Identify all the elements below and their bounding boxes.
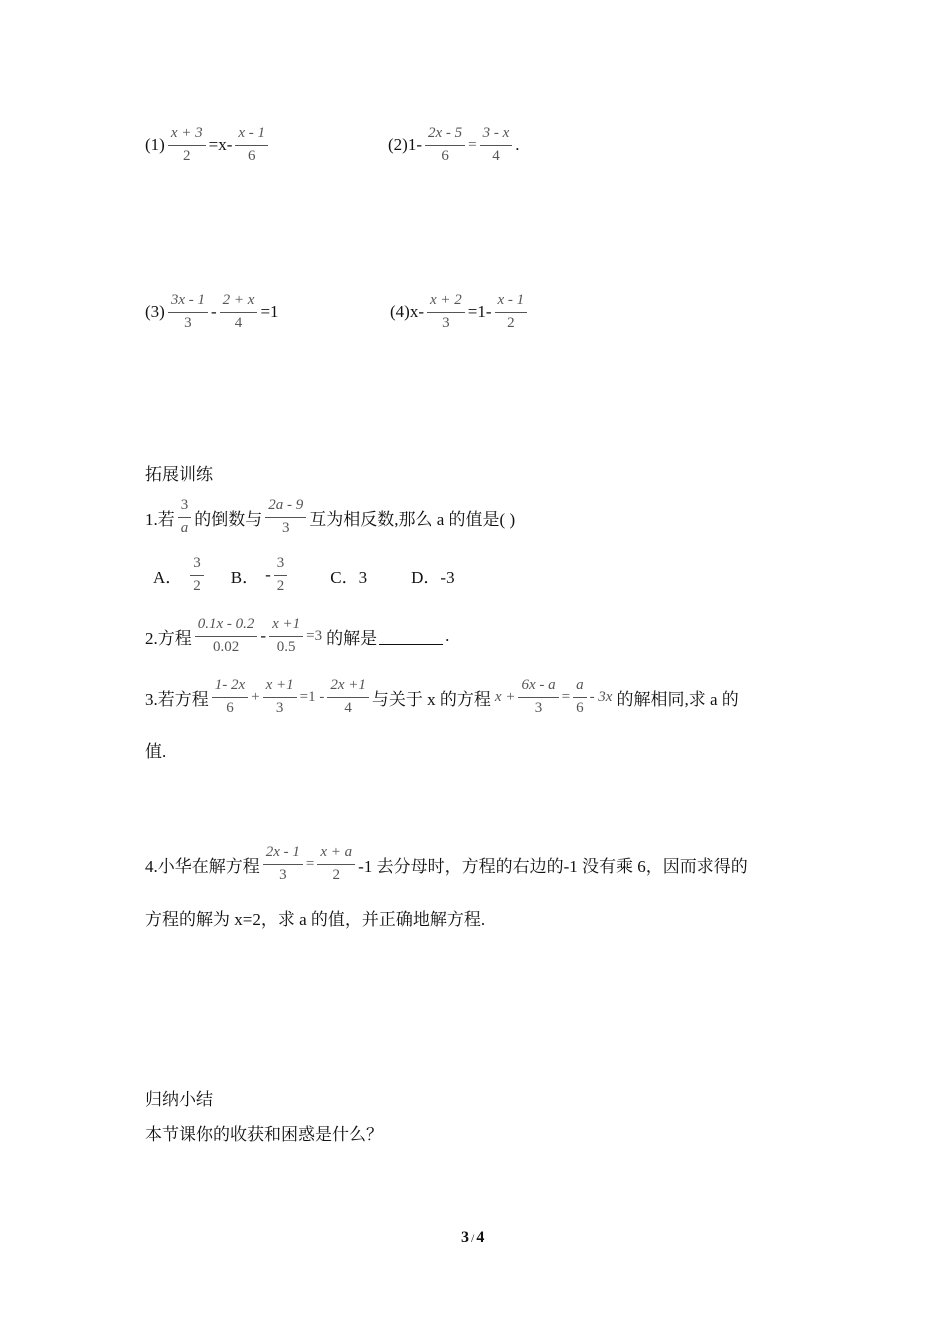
denominator: 6 [576,699,584,716]
numerator: 0.1x - 0.2 [195,617,258,637]
answer-blank[interactable] [379,628,443,645]
numerator: 2x - 1 [263,845,303,865]
problem-3-label: (3) [145,302,165,322]
denominator: 2 [193,577,201,594]
question-1-prefix: 1.若 [145,509,175,529]
numerator: 3 [274,556,288,576]
question-2-equals: =3 [306,627,323,644]
question-3-line-2: 值. [145,742,167,761]
question-3-equals-2: = [561,688,571,705]
question-3-equals: =1 - [299,688,325,705]
question-1-options [153,556,455,595]
problem-3-middle: - [210,302,217,322]
question-1 [145,498,515,537]
option-a-fraction [190,556,204,595]
denominator: 3 [184,314,192,331]
page-separator: / [471,1231,475,1245]
numerator: x - 1 [235,126,268,146]
question-3-fraction-5 [573,678,587,717]
question-3 [145,678,739,717]
question-1-fraction-2 [265,498,306,537]
total-pages: 4 [476,1229,485,1246]
question-3-suffix: 的解相同,求 a 的 [616,689,739,709]
problem-3-fraction-2 [220,293,258,332]
denominator: 2 [182,147,191,164]
numerator: 3 [190,556,204,576]
problem-1-fraction-2 [235,126,268,165]
question-3-fraction-1 [212,678,248,717]
option-b-fraction [274,556,288,595]
question-2 [145,617,449,656]
problem-4-middle: =1- [467,302,492,322]
denominator: 2 [507,314,515,331]
option-b-sign: - [265,565,271,585]
denominator: 3 [275,699,284,716]
question-3-fraction-3 [327,678,369,717]
problem-1-fraction-1 [168,126,206,165]
problem-1-middle: =x- [208,135,233,155]
problem-3-fraction-1 [168,293,208,332]
question-2-prefix: 2.方程 [145,628,192,648]
denominator: a [180,519,189,536]
denominator: 2 [332,866,341,883]
numerator: 2 + x [220,293,258,313]
problem-2 [388,126,520,165]
question-2-period: . [445,626,450,646]
problem-2-end: . [515,135,520,155]
option-d: D．-3 [411,567,455,587]
denominator: 3 [442,314,450,331]
numerator: 2x - 5 [425,126,465,146]
denominator: 0.5 [276,638,296,655]
question-2-fraction-1 [195,617,258,656]
problem-1-label: (1) [145,135,165,155]
problem-3-end: =1 [260,302,279,322]
denominator: 3 [282,519,290,536]
question-4-fraction-1 [263,845,303,884]
numerator: x - 1 [495,293,528,313]
denominator: 4 [234,314,243,331]
problem-2-label: (2)1- [388,135,422,155]
question-3-x-plus: x + [494,688,516,705]
summary-question: 本节课你的收获和困惑是什么？ [145,1125,383,1144]
current-page: 3 [461,1229,469,1246]
denominator: 6 [247,147,256,164]
question-3-fraction-2 [263,678,297,717]
numerator: x + a [317,845,355,865]
problem-2-fraction-1 [425,126,465,165]
denominator: 2 [276,577,285,594]
problem-2-middle: = [468,136,477,153]
question-4-line-2: 方程的解为 x=2，求 a 的值，并正确地解方程. [145,910,486,929]
numerator: 2x +1 [327,678,369,698]
denominator: 4 [492,147,500,164]
question-4 [145,845,748,884]
question-4-equals: = [305,855,315,872]
page-number [461,1229,484,1247]
numerator: 3 [178,498,192,518]
question-4-fraction-2 [317,845,355,884]
question-2-suffix: 的解是 [326,628,378,648]
problem-4-fraction-1 [427,293,465,332]
numerator: x +1 [269,617,303,637]
denominator: 6 [441,147,449,164]
question-1-suffix: 互为相反数,那么 a 的值是( ) [309,509,516,529]
question-1-fraction-1 [178,498,192,537]
question-3-plus: + [251,688,260,705]
denominator: 6 [226,699,234,716]
problem-4-label: (4)x- [390,302,424,322]
numerator: 1- 2x [212,678,248,698]
question-2-minus: - [260,626,267,646]
problem-4 [390,293,530,332]
numerator: x + 2 [427,293,465,313]
question-1-middle: 的倒数与 [194,509,263,529]
question-4-suffix: -1 去分母时，方程的右边的-1 没有乘 6，因而求得的 [358,856,748,876]
numerator: 3x - 1 [168,293,208,313]
problem-4-fraction-2 [495,293,528,332]
problem-2-fraction-2 [480,126,513,165]
option-c: C．3 [330,567,368,587]
question-4-prefix: 4.小华在解方程 [145,856,260,876]
summary-heading: 归纳小结 [145,1090,213,1109]
numerator: 6x - a [518,678,558,698]
denominator: 4 [344,699,352,716]
problem-3 [145,293,279,332]
option-a-label: A． [153,567,183,587]
numerator: 3 - x [480,126,513,146]
question-3-prefix: 3.若方程 [145,689,209,709]
question-3-fraction-4 [518,678,558,717]
question-2-fraction-2 [269,617,303,656]
numerator: a [573,678,587,698]
option-b-label: B． [230,567,260,587]
question-3-middle: 与关于 x 的方程 [371,689,491,709]
numerator: x +1 [263,678,297,698]
denominator: 3 [279,866,287,883]
question-3-tail: - 3x [589,688,613,705]
denominator: 0.02 [212,638,240,655]
problem-1 [145,126,271,165]
extension-heading: 拓展训练 [145,465,213,484]
numerator: 2a - 9 [265,498,306,518]
numerator: x + 3 [168,126,206,146]
denominator: 3 [534,699,543,716]
